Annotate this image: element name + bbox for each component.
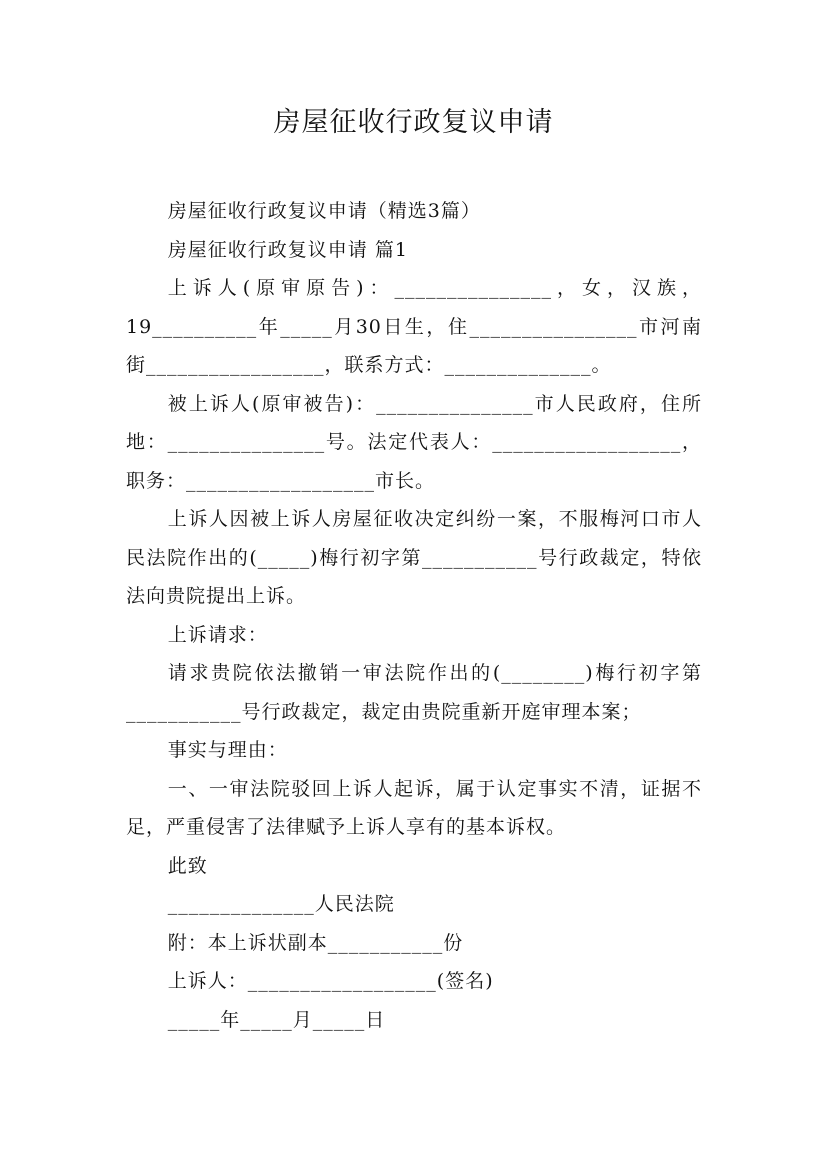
facts-reasons-paragraph: 一、一审法院驳回上诉人起诉，属于认定事实不清，证据不足，严重侵害了法律赋予上诉人享有的基本诉权。 bbox=[126, 777, 702, 838]
attachment-line: 附：本上诉状副本___________份 bbox=[167, 931, 464, 954]
appellant-info-paragraph: 上诉人(原审原告)：_______________，女，汉族，19__________年_____月30日生，住________________市河南街_________________，联系方式：______________。 bbox=[126, 277, 702, 376]
date-line: _____年_____月_____日 bbox=[167, 1008, 386, 1031]
subtitle-line: 房屋征收行政复议申请（精选3篇） bbox=[167, 200, 481, 222]
section-heading: 房屋征收行政复议申请 篇1 bbox=[167, 238, 408, 261]
document-body bbox=[126, 192, 702, 1039]
appeal-request-heading: 上诉请求： bbox=[167, 623, 268, 646]
appeal-reason-paragraph: 上诉人因被上诉人房屋征收决定纠纷一案，不服梅河口市人民法院作出的(_____)梅行初字第___________号行政裁定，特依法向贵院提出上诉。 bbox=[126, 508, 702, 607]
salutation-line: 此致 bbox=[167, 854, 208, 877]
appellee-info-paragraph: 被上诉人(原审被告)：_______________市人民政府，住所地：_______________号。法定代表人：__________________，职务：__________________市长。 bbox=[126, 392, 702, 492]
appeal-request-paragraph: 请求贵院依法撤销一审法院作出的(________)梅行初字第___________号行政裁定，裁定由贵院重新开庭审理本案； bbox=[126, 662, 702, 723]
court-recipient-line: ______________人民法院 bbox=[167, 893, 395, 915]
signature-line: 上诉人：__________________(签名) bbox=[167, 970, 494, 992]
facts-reasons-heading: 事实与理由： bbox=[167, 739, 288, 761]
document-title: 房屋征收行政复议申请 bbox=[273, 107, 554, 138]
